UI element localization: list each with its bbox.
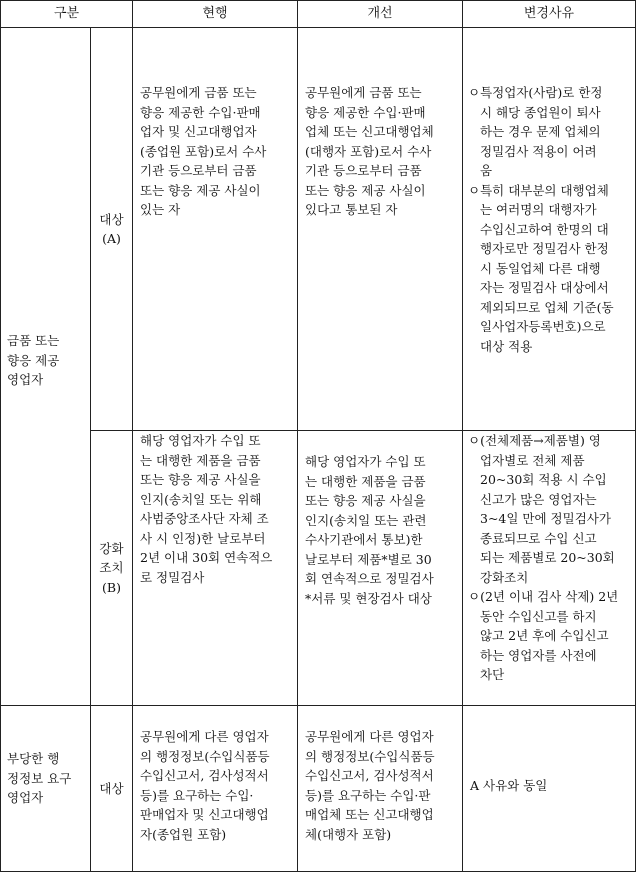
section2-current: 공무원에게 다른 영업자 의 행정정보(수입식품등 수입신고서, 검사성적서 등)를 요구하는 수입· 판매업자 및 신고대행업 자(종업원 포함) [140,729,270,842]
row-a-label: 대상 (A) [99,211,124,246]
row-b-label: 강화 조치 (B) [99,540,124,595]
rule-left [0,0,1,872]
section2-reason: A 사유와 동일 [470,778,548,793]
rule-improved [462,0,463,872]
header-group: 구분 [53,6,80,22]
rule-label [132,0,133,872]
row-b-reason: ㅇ(전체제품→제품별) 영 업자별로 전체 제품 20~30회 적용 시 수입 신고가 많은 영업자는 3~4일 만에 정밀검사가 종료되므로 수입 신고 되는 제품별로 20~30회 강화조치 ㅇ(2년 이내 검사 삭제) 2년 동안 수입신고를 하지 않고 2년 후에 수입신고 하는 영업자를 사전에 차단 [468,433,619,682]
row-b-current: 해당 영업자가 수입 또 는 대행한 제품을 금품 또는 향응 제공 사실을 인지(송치일 또는 위해 사범중앙조사단 자체 조 사 시 인정)한 날로부터 2년 이내 30회 연속적으 로 정밀검사 [140,433,273,585]
row-a-current: 공무원에게 금품 또는 향응 제공한 수입·판매 업자 및 신고대행업자 (종업원 포함)로서 수사 기관 등으로부터 금품 또는 향응 제공 사실이 있는 자 [140,85,267,217]
header-current: 현행 [202,6,228,22]
section2-improved: 공무원에게 다른 영업자 의 행정정보(수입식품등 수입신고서, 검사성적서 등)를 요구하는 수입·판 매업체 또는 신고대행업 체(대행자 포함) [305,729,435,842]
header-improved: 개선 [367,6,393,22]
rule-current [297,0,298,872]
section2-label: 대상 [99,780,124,796]
section2-category: 부당한 행 정정보 요구 영업자 [7,751,72,805]
row-a-improved: 공무원에게 금품 또는 향응 제공한 수입·판매 업체 또는 신고대행업체 (대행자 포함)로서 수사 기관 등으로부터 금품 또는 향응 제공 사실이 있다고 통보된 자 [305,85,434,217]
section1-category: 금품 또는 향응 제공 영업자 [7,333,60,387]
row-b-improved: 해당 영업자가 수입 또 는 대행한 제품을 금품 또는 향응 제공 사실을 인지(송치일 또는 관련 수사기관에서 통보)한 날로부터 제품*별로 30 회 연속적으로 정밀검사 *서류 및 현장검사 대상 [305,454,434,606]
header-reason: 변경사유 [523,6,575,22]
row-a-reason: ㅇ특정업자(사람)로 한정 시 해당 종업원이 퇴사 하는 경우 문제 업체의 정밀검사 적용이 어려 움 ㅇ특히 대부분의 대행업체 는 여러명의 대행자가 수입신고하여 한명의 대 행자로만 정밀검사 한정 시 동일업체 다른 대행 자는 정밀검사 대상에서 제외되므로 업체 기준(동 일사업자등록번호)으로 대상 적용 [468,85,614,354]
